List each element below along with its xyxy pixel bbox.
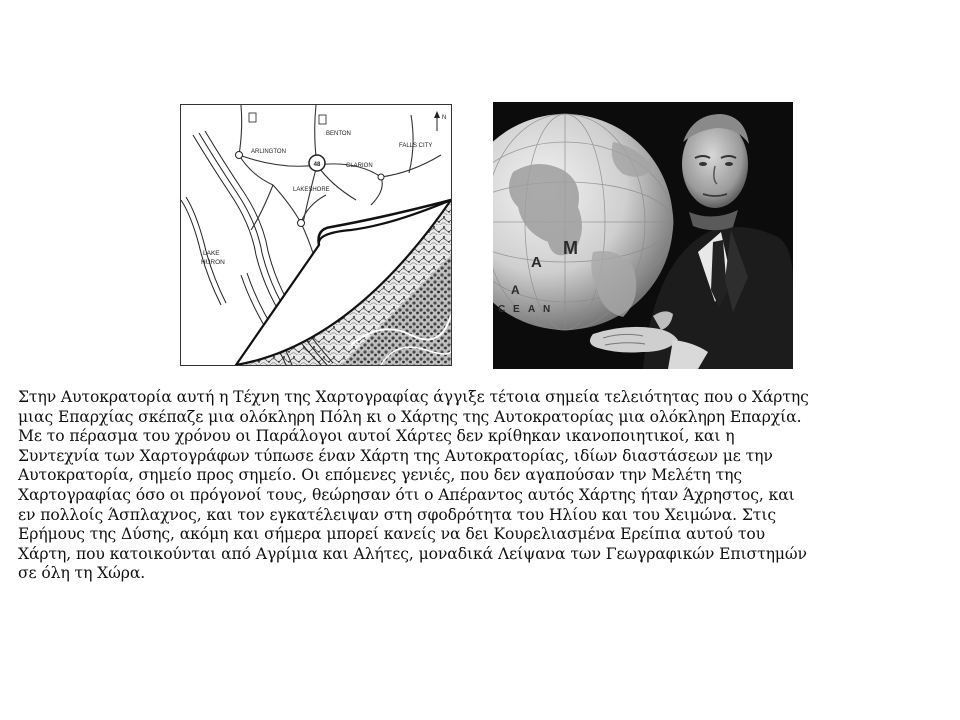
route-48-label: 48 — [313, 162, 321, 168]
globe-letter: M — [563, 238, 578, 258]
passage-line: εν πολλοίς Άσπλαχνος, και τον εγκατέλειψαν στη σφοδρότητα του Ηλίου και του Χειμώνα. Στις — [18, 505, 776, 524]
passage-line: Με το πέρασμα του χρόνου οι Παράλογοι αυτοί Χάρτες δεν κρίθηκαν ικανοποιητικοί, και η — [18, 427, 735, 446]
town-label: LAKESHORE — [293, 187, 330, 193]
junction-marker — [298, 220, 305, 227]
borges-passage — [18, 388, 948, 584]
shield-marker — [249, 113, 256, 122]
globe-letter: N — [543, 304, 551, 315]
town-label: BENTON — [326, 131, 351, 137]
shield-marker — [319, 115, 326, 124]
compass-letter: N — [442, 115, 447, 121]
passage-line: Αυτοκρατορία, σημείο προς σημείο. Οι επόμενες γενιές, που δεν αγαπούσαν την Μελέτη της — [18, 466, 742, 485]
passage-line: μιας Επαρχίας σκέπαζε μια ολόκληρη Πόλη κι ο Χάρτης της Αυτοκρατορίας μια ολόκληρη Επαρχία. — [18, 407, 802, 426]
passage-line: Χάρτη, που κατοικούνται από Αγρίμια και Αλήτες, μοναδικά Λείψανα των Γεωγραφικών Επιστημών — [18, 544, 807, 563]
town-label: FALLS CITY — [399, 143, 433, 149]
compass-rose-icon — [434, 111, 446, 131]
lake-label: LAKE — [203, 250, 220, 257]
junction-marker — [378, 174, 384, 180]
eye — [725, 162, 733, 166]
eye — [699, 162, 707, 166]
photo-svg — [493, 102, 793, 369]
globe-letter: A — [531, 254, 542, 271]
passage-line: Στην Αυτοκρατορία αυτή η Τέχνη της Χαρτογραφίας άγγιξε τέτοια σημεία τελειότητας που ο Χάρτης — [18, 388, 809, 406]
junction-marker — [236, 152, 243, 159]
map-illustration — [180, 104, 452, 366]
portrait-photo — [493, 102, 793, 369]
globe-letter: E — [513, 304, 520, 315]
town-label: CLARION — [346, 163, 373, 169]
passage-line: Συντεχνία των Χαρτογράφων τύπωσε έναν Χάρτη της Αυτοκρατορίας, ιδίων διαστάσεων με την — [18, 446, 773, 465]
passage-line: Ερήμους της Δύσης, ακόμη και σήμερα μπορεί κανείς να δει Κουρελιασμένα Ερείπια αυτού του — [18, 525, 766, 544]
globe-letter: A — [511, 283, 520, 297]
globe-letter: C — [498, 304, 506, 315]
town-label: ARLINGTON — [251, 149, 286, 155]
passage-line: σε όλη τη Χώρα. — [18, 564, 146, 583]
globe-letter: A — [528, 304, 536, 315]
passage-line: Χαρτογραφίας όσο οι πρόγονοί τους, θεώρησαν ότι ο Απέραντος αυτός Χάρτης ήταν Άχρηστος, και — [18, 485, 795, 504]
lake-label: HURON — [201, 259, 225, 266]
map-svg — [181, 105, 451, 365]
